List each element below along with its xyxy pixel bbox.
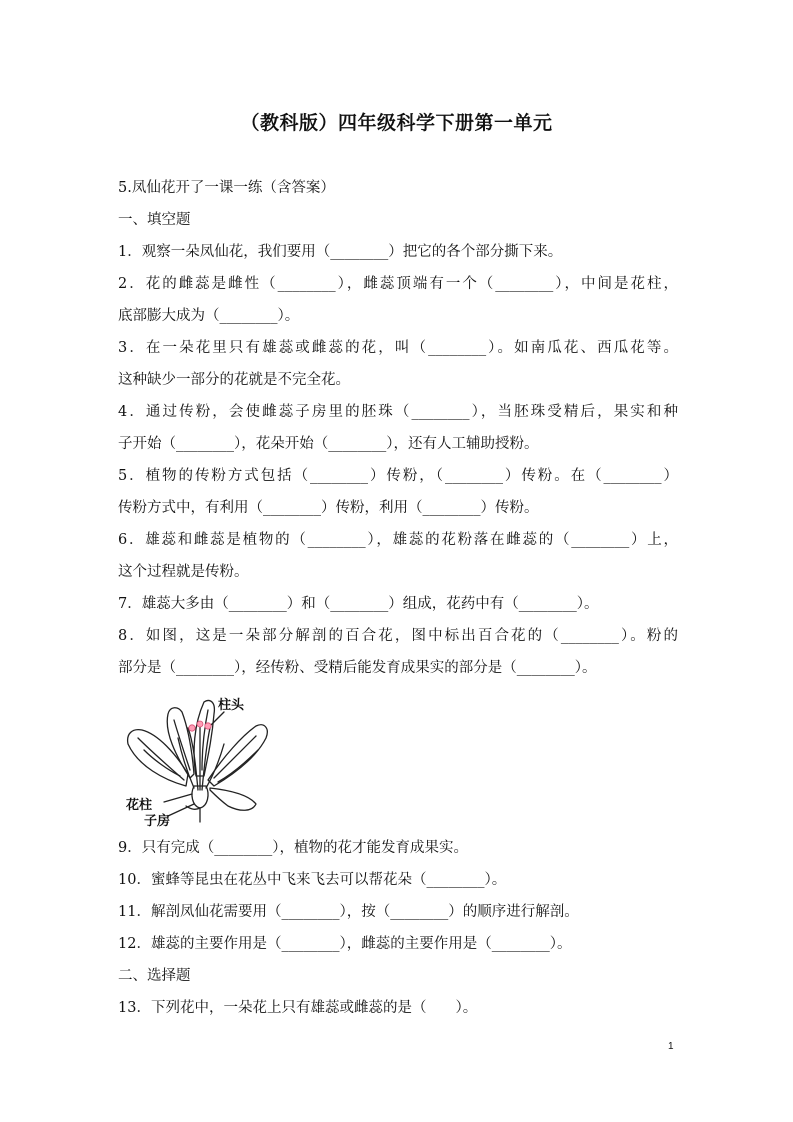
- question-2-line-1: 2．花的雌蕊是雌性（________），雌蕊顶端有一个（________），中间是花柱，: [118, 276, 678, 292]
- figure-label-ovary: 子房: [144, 814, 171, 829]
- question-13: 13．下列花中，一朵花上只有雄蕊或雌蕊的是（ ）。: [118, 1000, 478, 1016]
- question-11: 11．解剖凤仙花需要用（________），按（________）的顺序进行解剖。: [118, 904, 579, 920]
- question-4-line-1: 4．通过传粉，会使雌蕊子房里的胚珠（________），当胚珠受精后，果实和种: [118, 404, 678, 420]
- subtitle: 5.凤仙花开了一课一练（含答案）: [118, 180, 335, 196]
- page-number: 1: [668, 1041, 674, 1052]
- question-9: 9．只有完成（________），植物的花才能发育成果实。: [118, 840, 468, 856]
- question-2-line-2: 底部膨大成为（________）。: [118, 308, 300, 324]
- question-4-line-2: 子开始（________），花朵开始（________），还有人工辅助授粉。: [118, 436, 539, 452]
- question-5-line-1: 5．植物的传粉方式包括（________）传粉，（________）传粉。在（________）: [118, 468, 678, 484]
- question-5-line-2: 传粉方式中，有利用（________）传粉，利用（________）传粉。: [118, 500, 539, 516]
- question-6-line-2: 这个过程就是传粉。: [118, 564, 249, 580]
- figure-label-stigma: 柱头: [218, 698, 245, 713]
- question-3-line-1: 3．在一朵花里只有雄蕊或雌蕊的花，叫（________）。如南瓜花、西瓜花等。: [118, 340, 678, 356]
- section-heading-fill-blank: 一、填空题: [118, 212, 191, 228]
- question-6-line-1: 6．雄蕊和雌蕊是植物的（________），雄蕊的花粉落在雌蕊的（________）上，: [118, 532, 678, 548]
- question-7: 7．雄蕊大多由（________）和（________）组成，花药中有（________）。: [118, 596, 599, 612]
- question-1: 1．观察一朵凤仙花，我们要用（________）把它的各个部分撕下来。: [118, 244, 563, 260]
- document-body: [118, 172, 678, 1024]
- question-8-line-2: 部分是（________），经传粉、受精后能发育成果实的部分是（________）。: [118, 660, 597, 676]
- lily-flower-figure: [118, 690, 678, 828]
- figure-label-style: 花柱: [126, 798, 153, 813]
- question-3-line-2: 这种缺少一部分的花就是不完全花。: [118, 372, 350, 388]
- question-8-line-1: 8．如图，这是一朵部分解剖的百合花，图中标出百合花的（________）。粉的: [118, 628, 678, 644]
- page-title: （教科版）四年级科学下册第一单元: [240, 112, 553, 134]
- question-10: 10．蜜蜂等昆虫在花丛中飞来飞去可以帮花朵（________）。: [118, 872, 507, 888]
- question-12: 12．雄蕊的主要作用是（________），雌蕊的主要作用是（________）。: [118, 936, 572, 952]
- section-heading-choice: 二、选择题: [118, 968, 191, 984]
